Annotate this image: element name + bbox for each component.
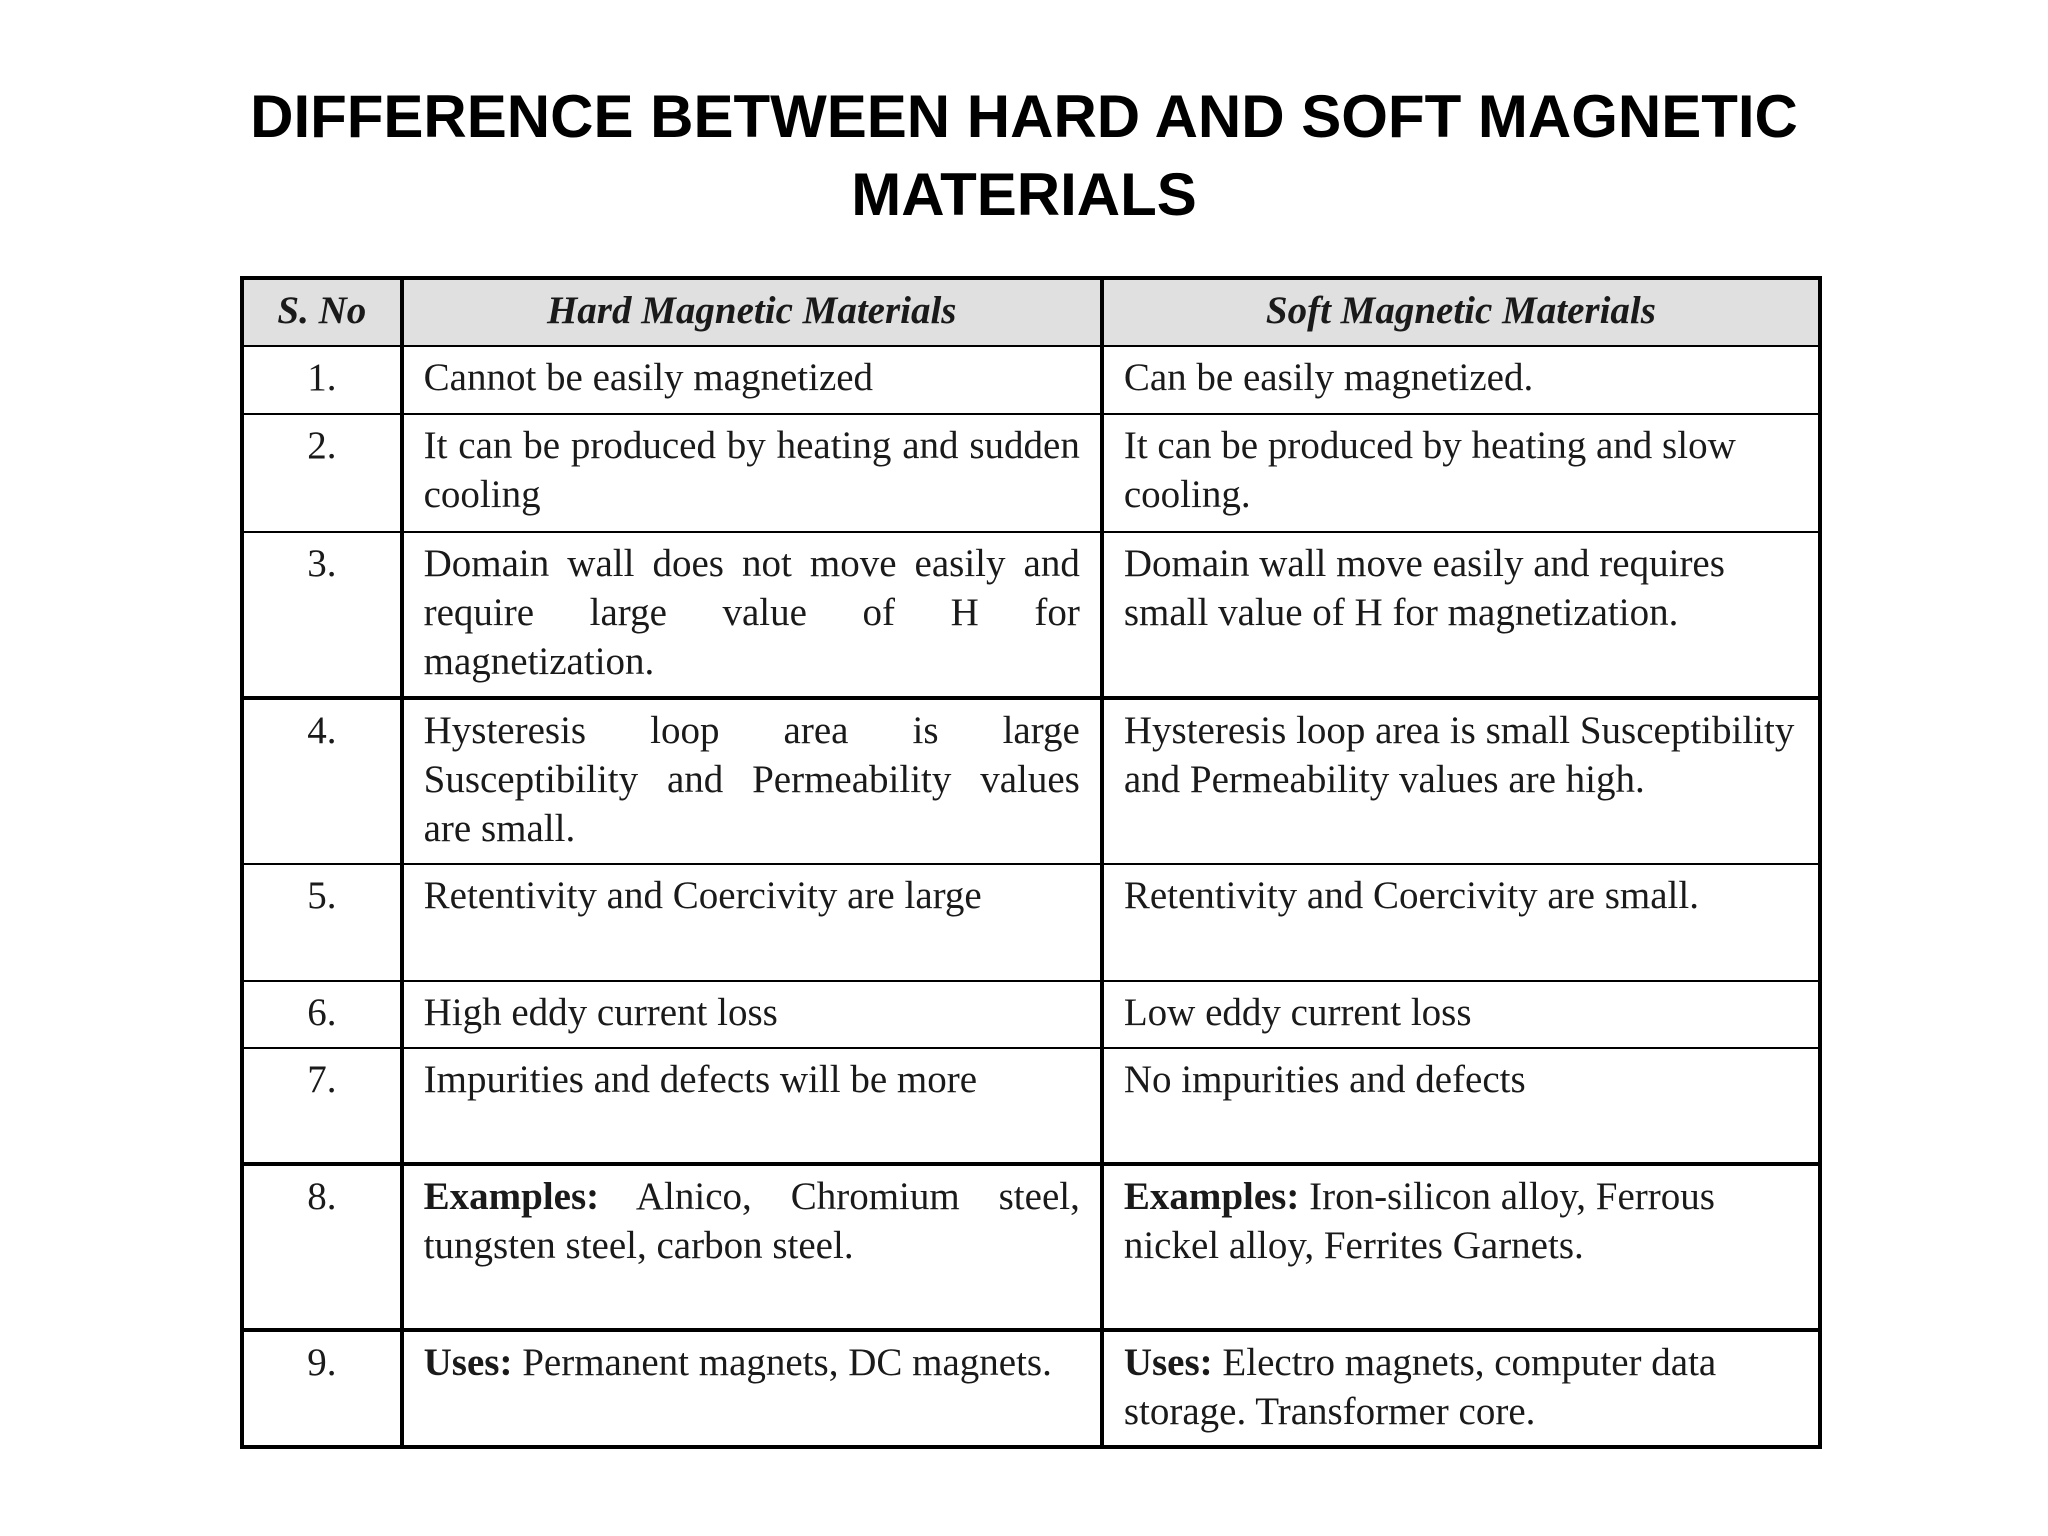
row-serial-number: 9.	[242, 1330, 402, 1447]
table-row	[242, 1164, 1820, 1330]
row-serial-number: 4.	[242, 698, 402, 864]
table-header-row	[242, 278, 1820, 346]
soft-material-cell: Hysteresis loop area is small Susceptibility and Permeability values are high.	[1102, 698, 1820, 864]
row-serial-number: 5.	[242, 864, 402, 981]
examples-label: Examples:	[423, 1175, 600, 1218]
row-serial-number: 3.	[242, 532, 402, 698]
table-row	[242, 346, 1820, 414]
hard-material-cell	[402, 1330, 1102, 1447]
table-row	[242, 1330, 1820, 1447]
page-title-line-1: DIFFERENCE BETWEEN HARD AND SOFT MAGNETIC	[250, 83, 1798, 150]
header-serial-number: S. No	[242, 278, 402, 346]
row-serial-number: 7.	[242, 1048, 402, 1164]
table-row	[242, 698, 1820, 864]
table-row	[242, 864, 1820, 981]
header-hard-magnetic-materials: Hard Magnetic Materials	[402, 278, 1102, 346]
hard-material-cell: Domain wall does not move easily and require large value of H for magnetization.	[402, 532, 1102, 698]
row-serial-number: 2.	[242, 414, 402, 532]
hard-material-cell: Impurities and defects will be more	[402, 1048, 1102, 1164]
soft-material-cell: Can be easily magnetized.	[1102, 346, 1820, 414]
row-serial-number: 1.	[242, 346, 402, 414]
table-row	[242, 414, 1820, 532]
soft-material-cell: No impurities and defects	[1102, 1048, 1820, 1164]
hard-material-cell	[402, 1164, 1102, 1330]
uses-text: Electro magnets, computer data storage. Transformer core.	[1123, 1341, 1717, 1433]
hard-material-cell: Hysteresis loop area is large Susceptibility and Permeability values are small.	[402, 698, 1102, 864]
hard-material-cell: Cannot be easily magnetized	[402, 346, 1102, 414]
row-serial-number: 8.	[242, 1164, 402, 1330]
examples-label: Examples:	[1123, 1175, 1300, 1218]
soft-material-cell	[1102, 1330, 1820, 1447]
uses-label: Uses:	[1123, 1341, 1213, 1384]
soft-material-cell	[1102, 1164, 1820, 1330]
comparison-table	[240, 276, 1822, 1449]
page-title-line-2: MATERIALS	[851, 161, 1197, 228]
page-title	[0, 78, 2048, 234]
hard-material-cell: High eddy current loss	[402, 981, 1102, 1048]
uses-label: Uses:	[423, 1341, 513, 1384]
uses-text: Permanent magnets, DC magnets.	[522, 1341, 1052, 1384]
examples-text: Alnico, Chromium steel, tungsten steel, carbon steel.	[423, 1175, 1080, 1267]
header-soft-magnetic-materials: Soft Magnetic Materials	[1102, 278, 1820, 346]
table-row	[242, 981, 1820, 1048]
table-row	[242, 532, 1820, 698]
table-row	[242, 1048, 1820, 1164]
hard-material-cell: It can be produced by heating and sudden cooling	[402, 414, 1102, 532]
soft-material-cell: It can be produced by heating and slow cooling.	[1102, 414, 1820, 532]
row-serial-number: 6.	[242, 981, 402, 1048]
soft-material-cell: Retentivity and Coercivity are small.	[1102, 864, 1820, 981]
soft-material-cell: Domain wall move easily and requires small value of H for magnetization.	[1102, 532, 1820, 698]
soft-material-cell: Low eddy current loss	[1102, 981, 1820, 1048]
hard-material-cell: Retentivity and Coercivity are large	[402, 864, 1102, 981]
examples-text: Iron-silicon alloy, Ferrous nickel alloy, Ferrites Garnets.	[1123, 1175, 1715, 1267]
